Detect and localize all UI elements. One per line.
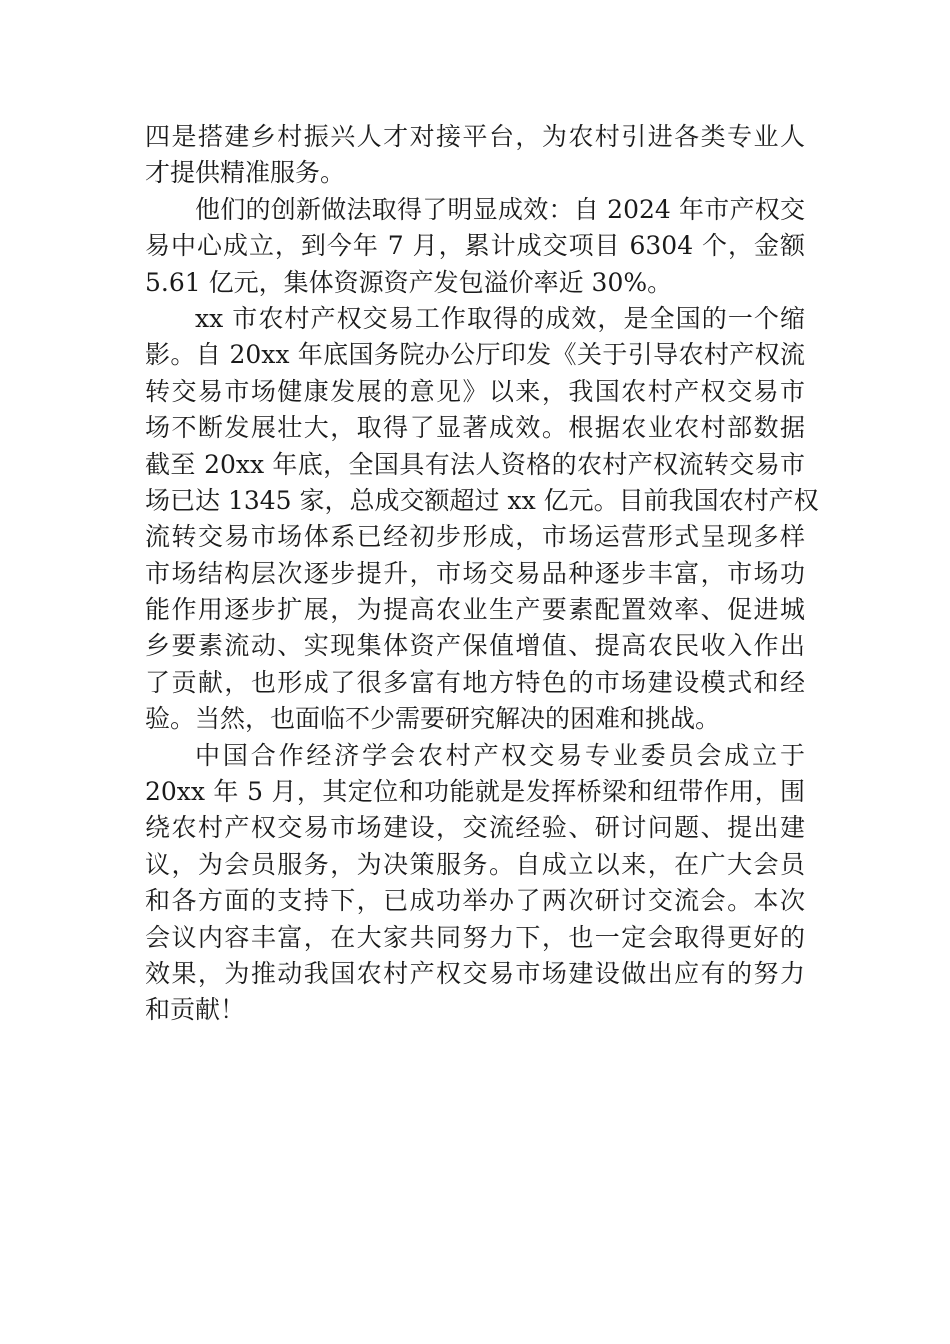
text-line: 四是搭建乡村振兴人才对接平台，为农村引进各类专业人 [145, 122, 805, 151]
text-line: 影。自 20xx 年底国务院办公厅印发《关于引导农村产权流 [145, 340, 805, 370]
text-line: 乡要素流动、实现集体资产保值增值、提高农民收入作出 [145, 631, 805, 661]
text-line: 流转交易市场体系已经初步形成，市场运营形式呈现多样 [145, 522, 805, 552]
text-line: xx 市农村产权交易工作取得的成效，是全国的一个缩 [195, 303, 805, 333]
text-line: 才提供精准服务。 [145, 158, 346, 188]
paragraph [145, 301, 819, 738]
text-line: 和贡献！ [145, 995, 246, 1025]
text-line: 易中心成立，到今年 7 月，累计成交项目 6304 个，金额 [145, 231, 805, 261]
text-line: 能作用逐步扩展，为提高农业生产要素配置效率、促进城 [145, 595, 805, 625]
text-line: 中国合作经济学会农村产权交易专业委员会成立于 [195, 740, 805, 770]
paragraph [145, 738, 805, 1029]
text-line: 了贡献，也形成了很多富有地方特色的市场建设模式和经 [145, 667, 805, 697]
text-line: 他们的创新做法取得了明显成效：自 2024 年市产权交 [195, 194, 805, 224]
text-line: 验。当然，也面临不少需要研究解决的困难和挑战。 [145, 704, 721, 734]
text-line: 转交易市场健康发展的意见》以来，我国农村产权交易市 [145, 376, 805, 406]
text-line: 20xx 年 5 月，其定位和功能就是发挥桥梁和纽带作用，围 [145, 777, 805, 807]
document-body [145, 119, 819, 1029]
paragraph [145, 119, 805, 192]
text-line: 效果，为推动我国农村产权交易市场建设做出应有的努力 [145, 958, 805, 988]
text-line: 场已达 1345 家，总成交额超过 xx 亿元。目前我国农村产权 [145, 485, 819, 515]
text-line: 5.61 亿元，集体资源资产发包溢价率近 30%。 [145, 267, 673, 297]
paragraph [145, 192, 805, 301]
text-line: 市场结构层次逐步提升，市场交易品种逐步丰富，市场功 [145, 558, 805, 588]
text-line: 场不断发展壮大，取得了显著成效。根据农业农村部数据 [145, 413, 805, 443]
text-line: 截至 20xx 年底，全国具有法人资格的农村产权流转交易市 [145, 449, 805, 479]
text-line: 和各方面的支持下，已成功举办了两次研讨交流会。本次 [145, 886, 805, 916]
text-line: 议，为会员服务，为决策服务。自成立以来，在广大会员 [145, 849, 805, 879]
text-line: 绕农村产权交易市场建设，交流经验、研讨问题、提出建 [145, 813, 805, 843]
text-line: 会议内容丰富，在大家共同努力下，也一定会取得更好的 [145, 922, 805, 952]
